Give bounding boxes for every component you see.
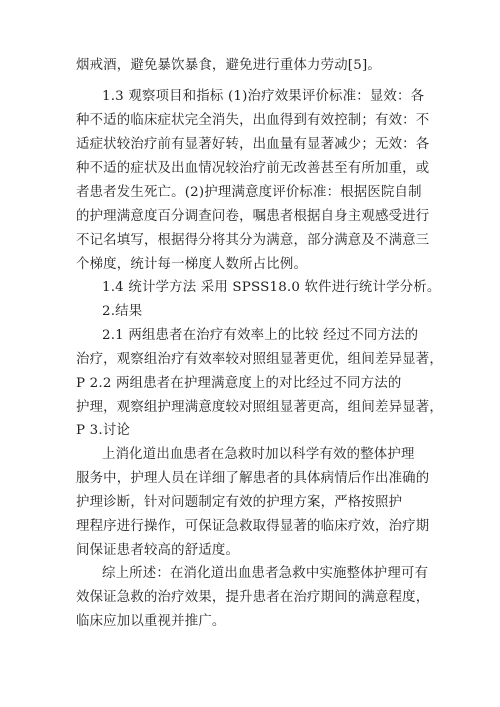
text-line-20: 理程序进行操作，可保证急救取得显著的临床疗效，治疗期 bbox=[76, 519, 430, 534]
text-line-3: 种不适的临床症状完全消失，出血得到有效控制；有效：不 bbox=[76, 113, 430, 128]
text-line-21: 间保证患者较高的舒适度。 bbox=[76, 543, 240, 558]
text-line-6: 者患者发生死亡。(2)护理满意度评价标准：根据医院自制 bbox=[76, 185, 422, 200]
text-line-24: 临床应加以重视并推广。 bbox=[76, 614, 226, 629]
text-line-4: 适症状较治疗前有显著好转，出血量有显著减少；无效：各 bbox=[76, 137, 430, 152]
text-line-22: 综上所述：在消化道出血患者急救中实施整体护理可有 bbox=[102, 566, 429, 581]
text-line-1: 烟戒酒，避免暴饮暴食，避免进行重体力劳动[5]。 bbox=[76, 58, 381, 73]
text-line-16: P 3.讨论 bbox=[76, 423, 131, 438]
text-line-14: P 2.2 两组患者在护理满意度上的对比经过不同方法的 bbox=[76, 376, 402, 391]
text-line-5: 种不适的症状及出血情况较治疗前无改善甚至有所加重，或 bbox=[76, 161, 430, 176]
text-line-9: 个梯度，统计每一梯度人数所占比例。 bbox=[76, 257, 308, 272]
text-line-23: 效保证急救的治疗效果，提升患者在治疗期间的满意程度， bbox=[76, 590, 430, 605]
text-line-7: 的护理满意度百分调查问卷，嘱患者根据自身主观感受进行 bbox=[76, 209, 430, 224]
text-line-11: 2.结果 bbox=[102, 304, 143, 319]
text-line-19: 护理诊断，针对问题制定有效的护理方案，严格按照护 bbox=[76, 495, 403, 510]
text-line-10: 1.4 统计学方法 采用 SPSS18.0 软件进行统计学分析。 bbox=[102, 280, 441, 295]
text-line-8: 不记名填写，根据得分将其分为满意，部分满意及不满意三 bbox=[76, 233, 430, 248]
text-line-15: 护理，观察组护理满意度较对照组显著更高，组间差异显著， bbox=[76, 400, 443, 415]
text-line-2: 1.3 观察项目和指标 (1)治疗效果评价标准：显效：各 bbox=[102, 89, 425, 104]
text-line-18: 服务中，护理人员在详细了解患者的具体病情后作出准确的 bbox=[76, 471, 430, 486]
text-line-12: 2.1 两组患者在治疗有效率上的比较 经过不同方法的 bbox=[102, 328, 419, 343]
text-line-13: 治疗，观察组治疗有效率较对照组显著更优，组间差异显著， bbox=[76, 352, 443, 367]
text-line-17: 上消化道出血患者在急救时加以科学有效的整体护理 bbox=[102, 447, 415, 462]
